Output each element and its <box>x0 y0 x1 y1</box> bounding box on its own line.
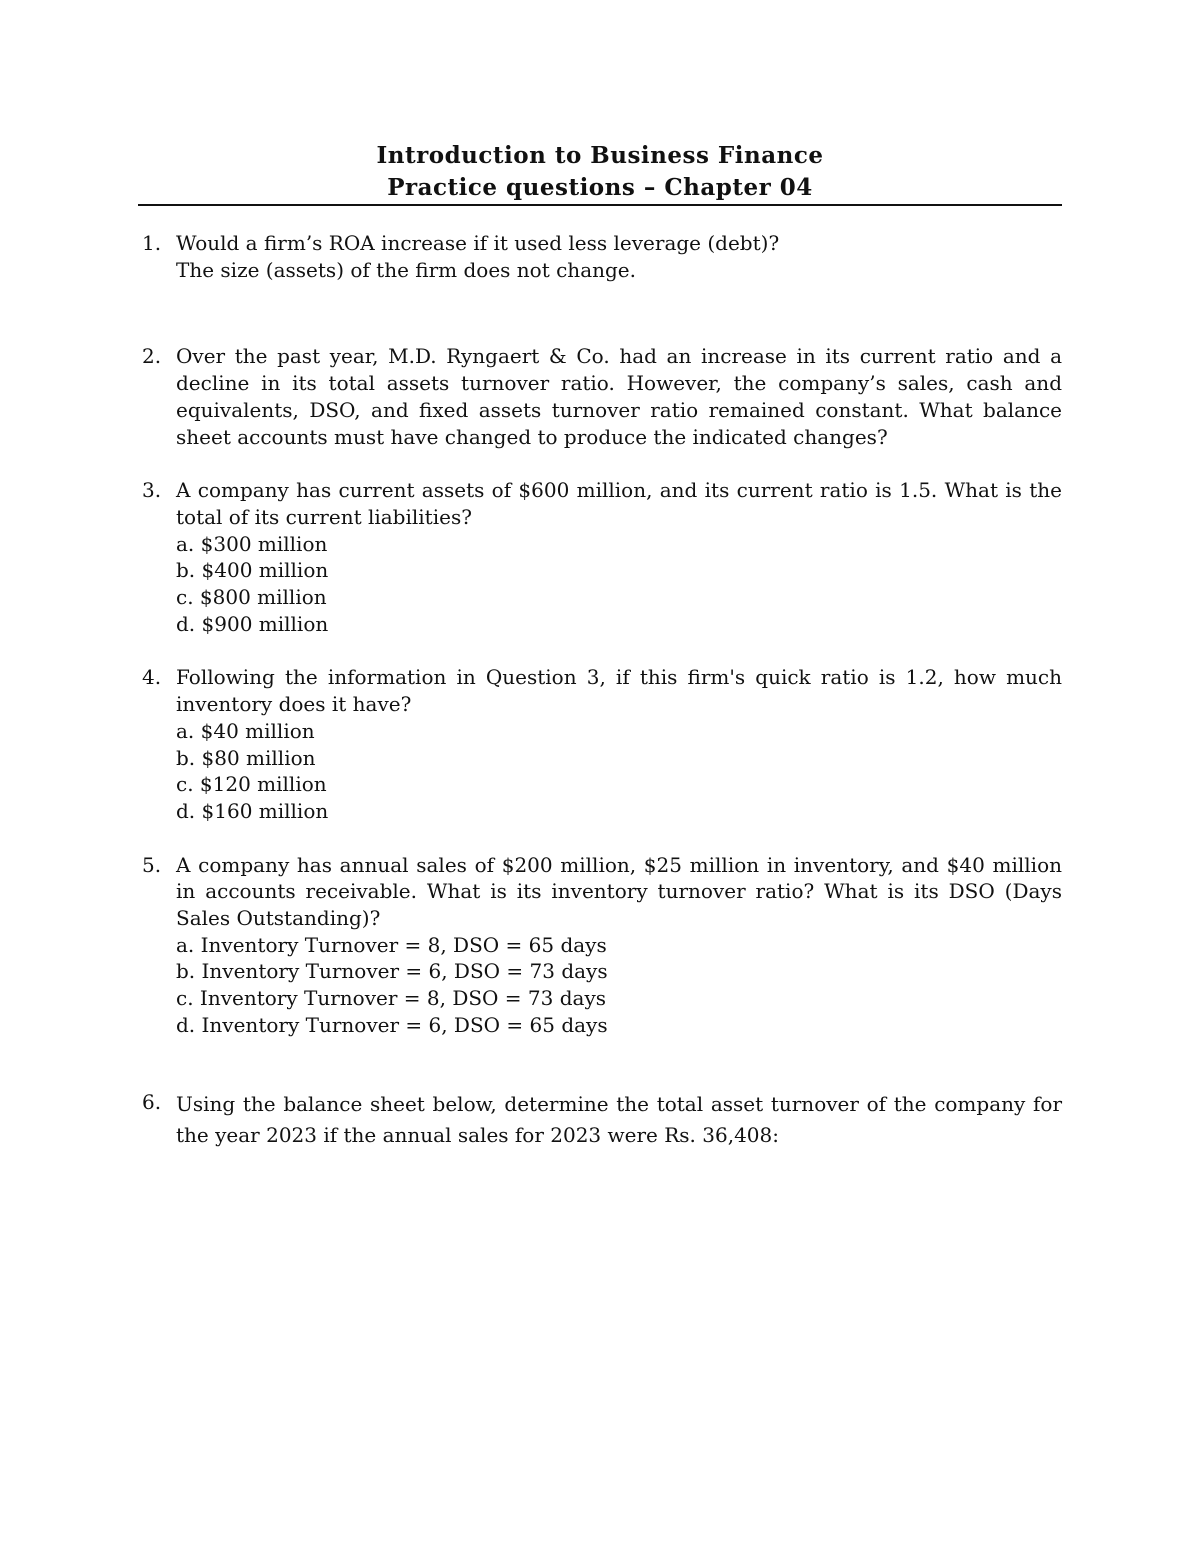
answer-option: c. Inventory Turnover = 8, DSO = 73 days <box>176 986 607 1011</box>
question-text: Using the balance sheet below, determine the total asset turnover of the company for the year 2023 if the annual sales for 2023 were Rs. 36,408: <box>176 1091 1062 1147</box>
question-line: Would a firm’s ROA increase if it used less leverage (debt)? <box>176 231 780 255</box>
answer-option: c. $120 million <box>176 772 327 797</box>
question-number: 3. <box>142 478 162 503</box>
question-line: The size (assets) of the firm does not change. <box>176 257 636 282</box>
chapter-subtitle: Practice questions – Chapter 04 <box>387 174 813 201</box>
question-text: A company has current assets of $600 million, and its current ratio is 1.5. What is the total of its current liabilities? <box>176 478 1062 529</box>
answer-option: c. $800 million <box>176 585 327 610</box>
question-4 <box>138 664 1062 824</box>
question-text <box>176 230 1062 283</box>
answer-option: b. $80 million <box>176 745 316 770</box>
answer-option: d. $900 million <box>176 611 329 636</box>
answer-options <box>176 932 1062 1039</box>
question-5 <box>138 852 1062 1039</box>
answer-option: a. $40 million <box>176 718 315 743</box>
answer-option: d. Inventory Turnover = 6, DSO = 65 days <box>176 1012 608 1037</box>
question-number: 5. <box>142 852 162 877</box>
question-number: 4. <box>142 665 162 690</box>
question-1 <box>138 230 1062 283</box>
answer-option: b. Inventory Turnover = 6, DSO = 73 days <box>176 959 608 984</box>
answer-option: a. Inventory Turnover = 8, DSO = 65 days <box>176 932 607 957</box>
answer-option: a. $300 million <box>176 531 328 556</box>
question-2 <box>138 343 1062 450</box>
question-text: Over the past year, M.D. Ryngaert & Co. had an increase in its current ratio and a decline in its total assets turnover ratio. However, the company’s sales, cash and equivalents, DSO, and fixed assets turnover ratio remained constant. What balance sheet accounts must have changed to produce the indicated changes? <box>176 344 1062 449</box>
answer-options <box>176 718 1062 825</box>
question-3 <box>138 477 1062 637</box>
answer-options <box>176 531 1062 638</box>
question-text: Following the information in Question 3, if this firm's quick ratio is 1.2, how much inventory does it have? <box>176 665 1062 717</box>
question-number: 6. <box>142 1089 162 1114</box>
question-number: 1. <box>142 231 162 255</box>
document-header <box>138 140 1062 204</box>
course-title: Introduction to Business Finance <box>376 142 824 169</box>
header-divider <box>138 204 1062 206</box>
question-number: 2. <box>142 344 162 369</box>
answer-option: d. $160 million <box>176 798 329 823</box>
answer-option: b. $400 million <box>176 558 329 583</box>
question-text: A company has annual sales of $200 million, $25 million in inventory, and $40 million in accounts receivable. What is its inventory turnover ratio? What is its DSO (Days Sales Outstanding)? <box>176 852 1062 931</box>
question-list <box>138 230 1062 1151</box>
question-6 <box>138 1089 1062 1151</box>
